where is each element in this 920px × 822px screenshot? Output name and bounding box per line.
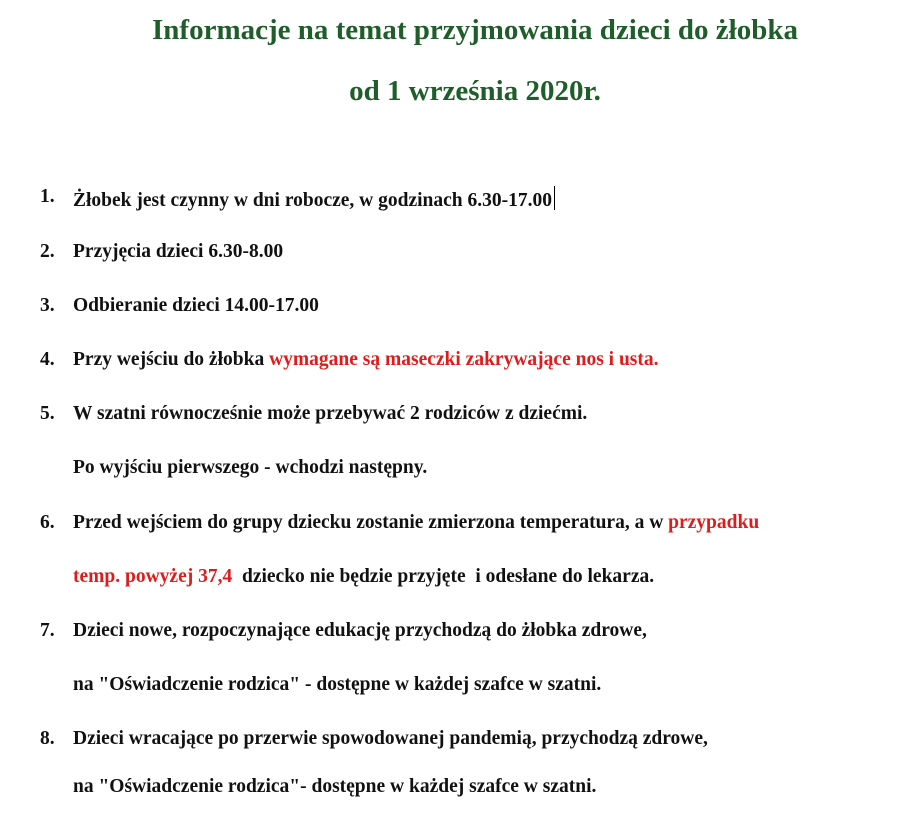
list-text-highlight: przypadku xyxy=(668,512,760,533)
list-text-line2: na "Oświadczenie rodzica" - dostępne w każdej szafce w szatni. xyxy=(73,674,602,695)
list-text-line2 xyxy=(73,566,654,588)
list-number: 8. xyxy=(40,728,55,749)
document-title: Informacje na temat przyjmowania dzieci do żłobka xyxy=(152,14,798,46)
list-text[interactable] xyxy=(73,186,555,212)
list-number: 7. xyxy=(40,620,55,641)
list-text-line1: Dzieci wracające po przerwie spowodowanej pandemią, przychodzą zdrowe, xyxy=(73,728,708,749)
list-number: 6. xyxy=(40,512,55,533)
text-cursor xyxy=(554,186,555,210)
list-number: 1. xyxy=(40,186,55,207)
list-text-line1 xyxy=(73,512,759,534)
list-text-plain: dziecko nie będzie przyjęte i odesłane do lekarza. xyxy=(232,566,655,587)
list-text-line1: W szatni równocześnie może przebywać 2 rodziców z dziećmi. xyxy=(73,403,588,424)
list-number: 3. xyxy=(40,295,55,316)
list-text-plain: Przy wejściu do żłobka xyxy=(73,349,270,370)
list-number: 5. xyxy=(40,403,55,424)
list-text-highlight: temp. powyżej 37,4 xyxy=(73,566,233,587)
list-text-line2: na "Oświadczenie rodzica"- dostępne w każdej szafce w szatni. xyxy=(73,776,597,797)
list-text: Przyjęcia dzieci 6.30-8.00 xyxy=(73,241,284,262)
list-text-content: Żłobek jest czynny w dni robocze, w godzinach 6.30-17.00 xyxy=(73,190,553,211)
list-number: 2. xyxy=(40,241,55,262)
list-number: 4. xyxy=(40,349,55,370)
list-text xyxy=(73,349,659,371)
document-subtitle-date: od 1 września 2020r. xyxy=(349,75,601,107)
list-text-line2: Po wyjściu pierwszego - wchodzi następny. xyxy=(73,457,428,478)
list-text-line1: Dzieci nowe, rozpoczynające edukację przychodzą do żłobka zdrowe, xyxy=(73,620,647,641)
list-text-plain: Przed wejściem do grupy dziecku zostanie zmierzona temperatura, a w xyxy=(73,512,669,533)
list-text: Odbieranie dzieci 14.00-17.00 xyxy=(73,295,319,316)
list-text-highlight: wymagane są maseczki zakrywające nos i usta. xyxy=(269,349,659,370)
